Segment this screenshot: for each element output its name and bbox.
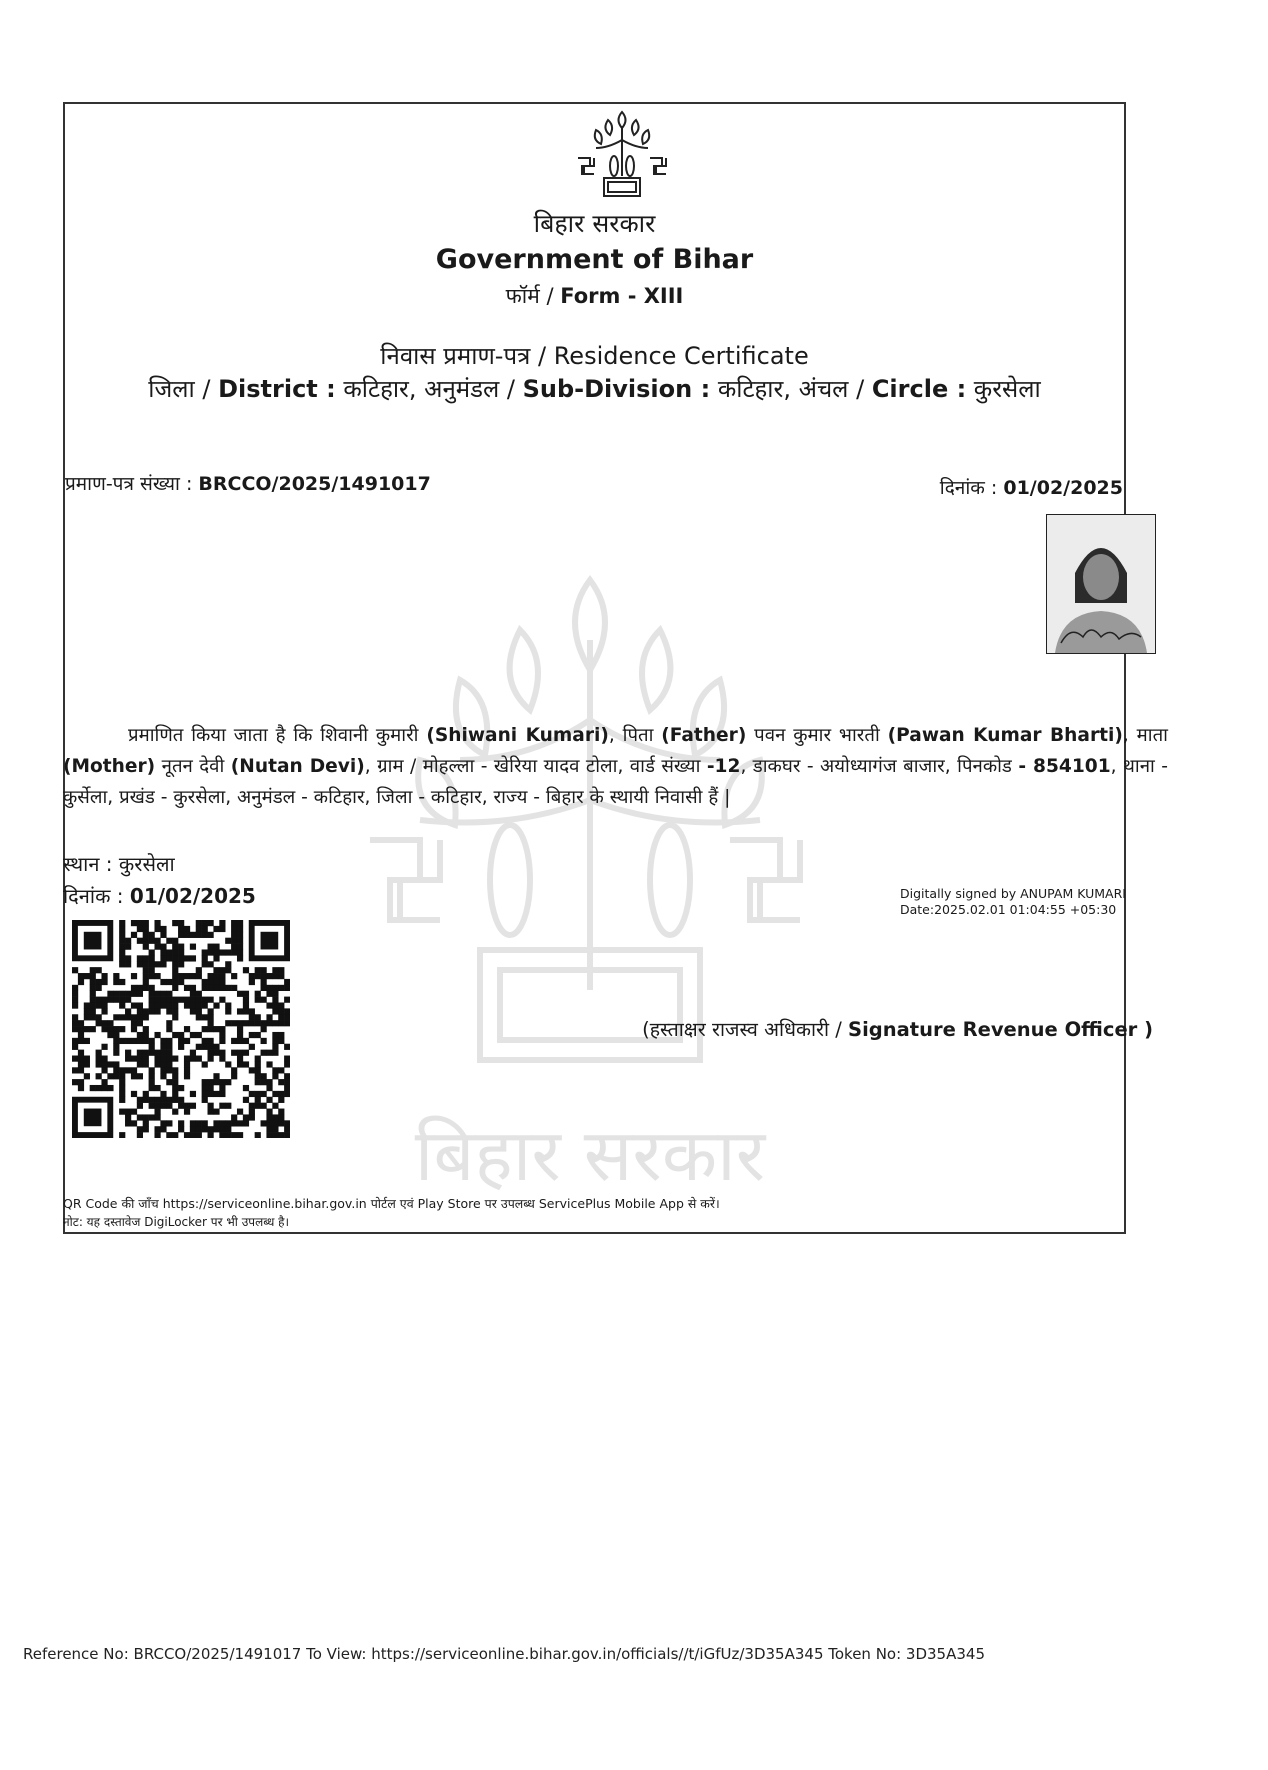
circle-label-hindi: अंचल /	[798, 375, 872, 403]
title-hindi: निवास प्रमाण-पत्र /	[380, 342, 554, 370]
digital-signature-date: Date:2025.02.01 01:04:55 +05:30	[900, 902, 1117, 917]
certificate-title	[63, 339, 1126, 372]
subdivision-label-english: Sub-Division :	[522, 375, 711, 403]
circle-label-english: Circle :	[871, 375, 967, 403]
applicant-photo	[1046, 514, 1156, 654]
pincode: - 854101	[1018, 756, 1111, 777]
applicant-photo-image	[1047, 515, 1155, 653]
signature-label	[642, 1015, 1153, 1042]
body-segment: - खेरिया यादव टोला, वार्ड संख्या	[480, 756, 707, 777]
signature-label-english: Signature Revenue Officer )	[848, 1018, 1153, 1041]
place-label: स्थान :	[63, 852, 119, 876]
bihar-emblem-watermark	[360, 520, 820, 1220]
district-value: कटिहार,	[335, 375, 425, 403]
certificate-date	[940, 474, 1123, 500]
subdivision-label-hindi: अनुमंडल /	[424, 375, 523, 403]
watermark-text: बिहार सरकार	[414, 1113, 766, 1197]
certificate-number-value: BRCCO/2025/1491017	[198, 473, 431, 495]
district-line	[63, 372, 1126, 405]
body-segment: , थाना - कुर्सेला, प्रखंड - कुरसेला, अनुमंडल - कटिहार, जिला - कटिहार, राज्य - बिहार के स्थायी निवासी हैं |	[63, 756, 1169, 808]
certificate-body-text	[63, 720, 1168, 813]
body-segment: - अयोध्यागंज बाजार, पिनकोड	[806, 756, 1019, 777]
body-segment: , पिता	[608, 725, 662, 746]
circle-value: कुरसेला	[966, 375, 1041, 403]
form-label-english: Form - XIII	[560, 284, 684, 308]
district-label-hindi: जिला /	[148, 375, 219, 403]
father-label: (Father)	[661, 725, 747, 746]
place-value: कुरसेला	[118, 852, 175, 876]
issue-date-value: 01/02/2025	[129, 884, 256, 908]
certificate-number	[65, 470, 431, 496]
digital-signature-signer: Digitally signed by ANUPAM KUMARI	[900, 886, 1126, 901]
form-label-hindi: फॉर्म /	[505, 284, 561, 308]
body-segment: नूतन देवी	[155, 756, 231, 777]
hindi-government-title: बिहार सरकार	[533, 209, 656, 238]
mother-label: (Mother)	[63, 756, 156, 777]
district-label-english: District :	[218, 375, 336, 403]
certificate-date-value: 01/02/2025	[1003, 477, 1123, 499]
qr-code-icon	[72, 920, 290, 1138]
body-segment: , डाकघर	[740, 756, 807, 777]
signature-label-hindi: (हस्ताक्षर राजस्व अधिकारी /	[642, 1018, 849, 1041]
digital-signature-block	[900, 886, 1126, 918]
body-segment: प्रमाणित किया जाता है कि शिवानी कुमारी	[128, 725, 427, 746]
qr-verification-note: QR Code की जाँच https://serviceonline.bihar.gov.in पोर्टल एवं Play Store पर उपलब्ध ServicePlus Mobile App से करें।	[63, 1196, 720, 1211]
father-name-english: (Pawan Kumar Bharti)	[887, 725, 1123, 746]
body-segment: , माता	[1122, 725, 1168, 746]
title-english: Residence Certificate	[553, 342, 809, 370]
place-line	[63, 850, 175, 877]
issue-date-label: दिनांक :	[63, 884, 130, 908]
certificate-date-label: दिनांक :	[939, 477, 1004, 499]
digilocker-note: नोट: यह दस्तावेज DigiLocker पर भी उपलब्ध है।	[63, 1215, 290, 1229]
english-government-title: Government of Bihar	[435, 244, 754, 275]
applicant-name-english: (Shiwani Kumari)	[426, 725, 609, 746]
certificate-number-label: प्रमाण-पत्र संख्या :	[65, 473, 199, 495]
body-segment: , ग्राम / मोहल्ला	[364, 756, 481, 777]
bihar-emblem-logo	[572, 106, 672, 202]
issue-date-line	[63, 882, 256, 909]
subdivision-value: कटिहार,	[710, 375, 799, 403]
ward-number: -12	[706, 756, 741, 777]
form-number	[63, 282, 1126, 310]
reference-line: Reference No: BRCCO/2025/1491017 To View: https://serviceonline.bihar.gov.in/officials//t/iGfUz/3D35A345 Token No: 3D35A345	[23, 1645, 985, 1663]
mother-name-english: (Nutan Devi)	[230, 756, 365, 777]
body-segment: पवन कुमार भारती	[746, 725, 888, 746]
